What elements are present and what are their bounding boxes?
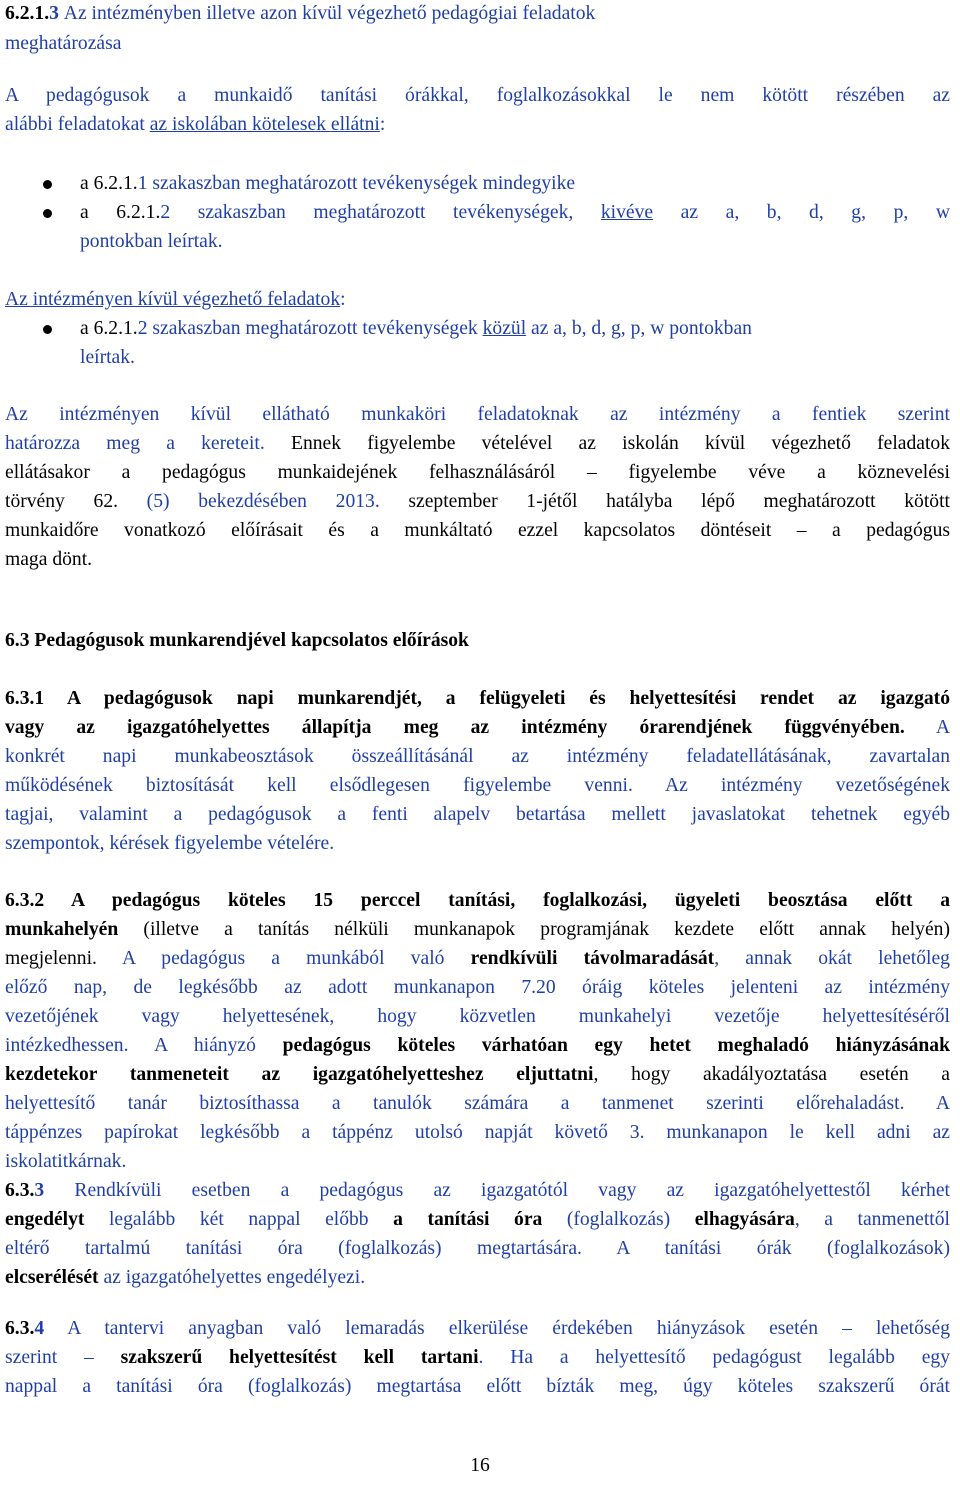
section-634-line-2: szerint – szakszerű helyettesítést kell tartani. Ha a helyettesítő pedagógust legalább egy bbox=[5, 1347, 950, 1368]
bullet-item-2: a 6.2.1.2 szakaszban meghatározott tevékenységek, kivéve az a, b, d, g, p, w bbox=[80, 202, 950, 223]
intro-line-1: A pedagógusok a munkaidő tanítási órákkal, foglalkozásokkal le nem kötött részében az bbox=[5, 85, 950, 106]
para-line-6: maga dönt. bbox=[5, 549, 93, 570]
section-631-line-1: 6.3.1 A pedagógusok napi munkarendjét, a felügyeleti és helyettesítési rendet az igazgató bbox=[5, 688, 950, 709]
section-632-line-6: intézkedhessen. A hiányzó pedagógus köteles várhatóan egy hetet meghaladó hiányzásának bbox=[5, 1035, 950, 1056]
intro-line-2: alábbi feladatokat az iskolában kötelesek ellátni: bbox=[5, 114, 386, 135]
bullet-item-2-cont: pontokban leírtak. bbox=[80, 231, 223, 252]
section-632-line-8: helyettesítő tanár biztosíthassa a tanulók számára a tanmenet szerinti előrehaladást. A bbox=[5, 1093, 950, 1114]
bullet-item-outside: a 6.2.1.2 szakaszban meghatározott tevékenységek közül az a, b, d, g, p, w pontokban bbox=[80, 318, 752, 339]
para-line-5: munkaidőre vonatkozó előírásait és a munkáltató ezzel kapcsolatos döntéseit – a pedagógus bbox=[5, 520, 950, 541]
section-heading-63: 6.3 Pedagógusok munkarendjével kapcsolatos előírások bbox=[5, 630, 469, 651]
section-heading-6213-cont: meghatározása bbox=[5, 33, 122, 54]
section-632-line-4: előző nap, de legkésőbb az adott munkanapon 7.20 óráig köteles jelenteni az intézmény bbox=[5, 977, 950, 998]
para-line-4: törvény 62. (5) bekezdésében 2013. szeptember 1-jétől hatályba lépő meghatározott kötött bbox=[5, 491, 950, 512]
bullet-icon bbox=[43, 209, 52, 218]
section-632-line-10: iskolatitkárnak. bbox=[5, 1151, 127, 1172]
section-631-line-2: vagy az igazgatóhelyettes állapítja meg az intézmény órarendjének függvényében. A bbox=[5, 717, 950, 738]
section-632-line-2: munkahelyén (illetve a tanítás nélküli munkanapok programjának kezdete előtt annak helyén) bbox=[5, 919, 950, 940]
section-633-line-3: eltérő tartalmú tanítási óra (foglalkozás) megtartására. A tanítási órák (foglalkozások) bbox=[5, 1238, 950, 1259]
para-line-3: ellátásakor a pedagógus munkaidejének felhasználásáról – figyelembe véve a köznevelési bbox=[5, 462, 950, 483]
section-632-line-7: kezdetekor tanmeneteit az igazgatóhelyetteshez eljuttatni, hogy akadályoztatása esetén a bbox=[5, 1064, 951, 1085]
section-632-line-3: megjelenni. A pedagógus a munkából való rendkívüli távolmaradását, annak okát lehetőleg bbox=[5, 948, 950, 969]
section-631-line-6: szempontok, kérések figyelembe vételére. bbox=[5, 833, 335, 854]
section-632-line-5: vezetőjének vagy helyettesének, hogy közvetlen munkahelyi vezetője helyettesítéséről bbox=[5, 1006, 950, 1027]
section-631-line-4: működésének biztosítását kell elsődlegesen figyelembe venni. Az intézmény vezetőségének bbox=[5, 775, 950, 796]
section-634-line-1: 6.3.4 A tantervi anyagban való lemaradás elkerülése érdekében hiányzások esetén – lehetőség bbox=[5, 1318, 950, 1339]
page-number: 16 bbox=[470, 1455, 490, 1476]
section-634-line-3: nappal a tanítási óra (foglalkozás) megtartása előtt bízták meg, úgy köteles szakszerű órát bbox=[5, 1376, 950, 1397]
para-line-2: határozza meg a kereteit. Ennek figyelembe vételével az iskolán kívül végezhető feladatok bbox=[5, 433, 950, 454]
bullet-icon bbox=[43, 325, 52, 334]
bullet-item-1: a 6.2.1.1 szakaszban meghatározott tevékenységek mindegyike bbox=[80, 173, 576, 194]
section-632-line-1: 6.3.2 A pedagógus köteles 15 perccel tanítási, foglalkozási, ügyeleti beosztása előtt a bbox=[5, 890, 950, 911]
section-631-line-3: konkrét napi munkabeosztások összeállításánál az intézmény feladatellátásának, zavartalan bbox=[5, 746, 950, 767]
section-633-line-1: 6.3.3 Rendkívüli esetben a pedagógus az igazgatótól vagy az igazgatóhelyettestől kérhet bbox=[5, 1180, 950, 1201]
section-heading-6213: 6.2.1.3 Az intézményben illetve azon kívül végezhető pedagógiai feladatok bbox=[5, 3, 596, 24]
section-631-line-5: tagjai, valamint a pedagógusok a fenti alapelv betartása mellett javaslatokat tehetnek egyéb bbox=[5, 804, 950, 825]
para-line-1: Az intézményen kívül ellátható munkaköri feladatoknak az intézmény a fentiek szerint bbox=[5, 404, 950, 425]
section-632-line-9: táppénzes papírokat legkésőbb a táppénz utolsó napját követő 3. munkanapon le kell adni az bbox=[5, 1122, 950, 1143]
outside-heading: Az intézményen kívül végezhető feladatok: bbox=[5, 289, 346, 310]
bullet-icon bbox=[43, 180, 52, 189]
section-633-line-4: elcserélését az igazgatóhelyettes engedélyezi. bbox=[5, 1267, 366, 1288]
section-633-line-2: engedélyt legalább két nappal előbb a tanítási óra (foglalkozás) elhagyására, a tanmenettől bbox=[5, 1209, 950, 1230]
bullet-item-outside-cont: leírtak. bbox=[80, 347, 135, 368]
